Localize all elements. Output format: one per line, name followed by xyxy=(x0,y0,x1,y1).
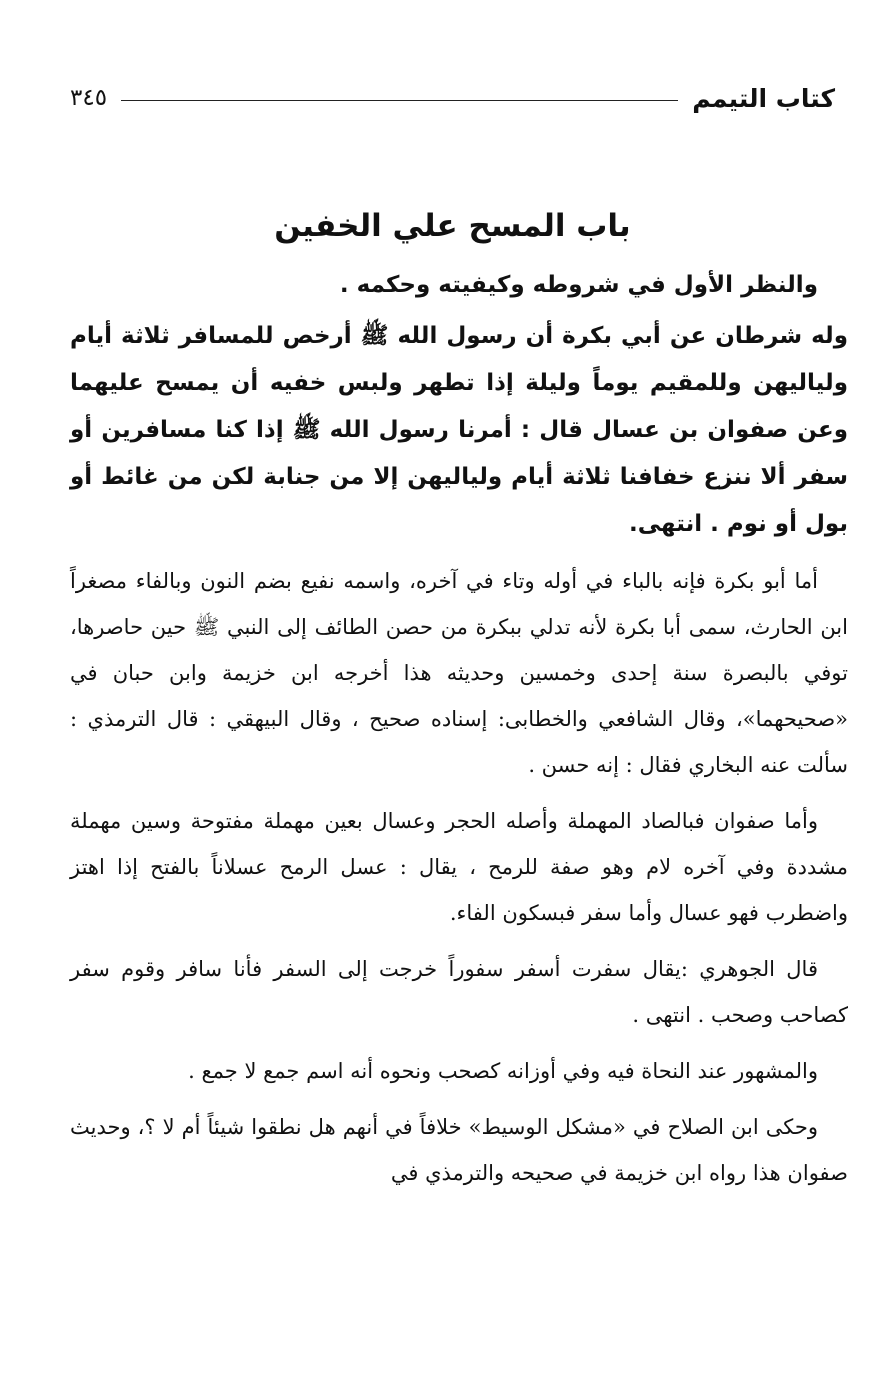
paragraph-jawhari: قال الجوهري :يقال سفرت أسفر سفوراً خرجت إلى السفر فأنا سافر وقوم سفر كصاحب وصحب . انتهى . xyxy=(70,957,848,1027)
paragraph-nuhat: والمشهور عند النحاة فيه وفي أوزانه كصحب ونحوه أنه اسم جمع لا جمع . xyxy=(188,1059,818,1083)
page-number: ٣٤٥ xyxy=(70,85,108,111)
paragraph-intro: والنظر الأول في شروطه وكيفيته وحكمه . xyxy=(339,272,818,298)
running-title: كتاب التيمم xyxy=(692,83,835,113)
header-rule xyxy=(121,100,678,101)
paragraph-ibn-salah: وحكى ابن الصلاح في «مشكل الوسيط» خلافاً في أنهم هل نطقوا شيئاً أم لا ؟، وحديث صفوان هذا رواه ابن خزيمة في صحيحه والترمذي في xyxy=(70,1115,848,1185)
body-text xyxy=(70,262,848,1196)
paragraph-safwan: وأما صفوان فبالصاد المهملة وأصله الحجر وعسال بعين مهملة مفتوحة وسين مهملة مشددة وفي آخره لام وهو صفة للرمح ، يقال : عسل الرمح عسلاناً بالفتح إذا اهتز واضطرب فهو عسال وأما سفر فبسكون الفاء. xyxy=(70,809,848,925)
running-header xyxy=(70,78,835,118)
paragraph-abu-bakra: أما أبو بكرة فإنه بالباء في أوله وتاء في آخره، واسمه نفيع بضم النون وبالفاء مصغراً ابن الحارث، سمى أبا بكرة لأنه تدلي ببكرة من حصن الطائف إلى النبي ﷺ حين حاصرها، توفي بالبصرة سنة إحدى وخمسين وحديثه هذا أخرجه ابن خزيمة وابن حبان في «صحيحهما»، وقال الشافعي والخطابى: إسناده صحيح ، وقال البيهقي : قال الترمذي : سألت عنه البخاري فقال : إنه حسن . xyxy=(70,569,848,777)
chapter-title: باب المسح علي الخفين xyxy=(274,208,631,244)
paragraph-hadith: وله شرطان عن أبي بكرة أن رسول الله ﷺ أرخص للمسافر ثلاثة أيام ولياليهن وللمقيم يوماً وليلة إذا تطهر ولبس خفيه أن يمسح عليهما وعن صفوان بن عسال قال : أمرنا رسول الله ﷺ إذا كنا مسافرين أو سفر ألا ننزع خفافنا ثلاثة أيام ولياليهن إلا من جنابة لكن من غائط أو بول أو نوم . انتهى. xyxy=(70,323,848,537)
